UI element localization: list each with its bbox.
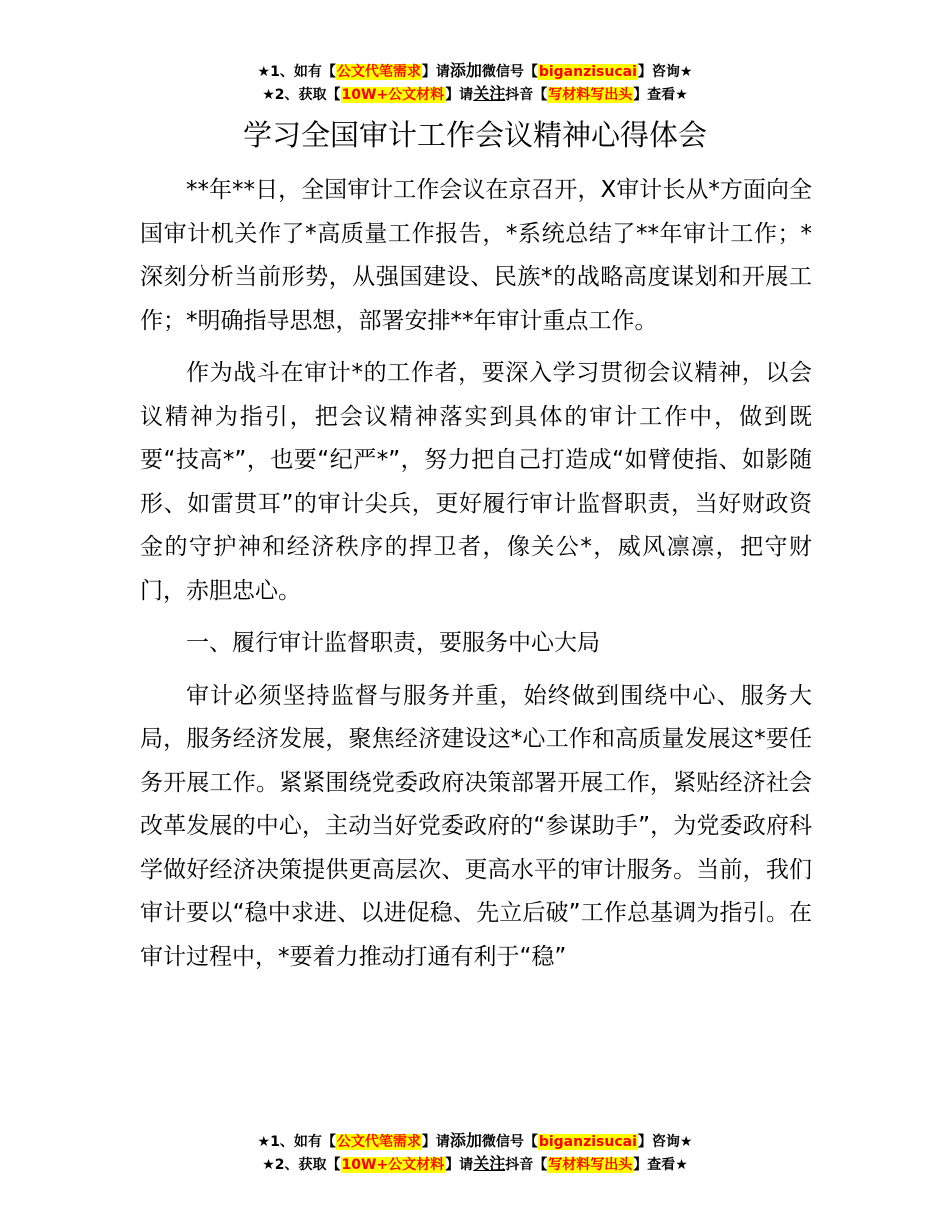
promo-line-2-mid-bottom: 】请 (445, 1157, 474, 1173)
promo-line-1-bottom (0, 1131, 950, 1154)
promo-highlight-wechat-id: biganzisucai (538, 64, 637, 80)
promo-line-1-prefix-bottom: ★1、如有【 (257, 1134, 336, 1150)
paragraph-role: 作为战斗在审计*的工作者，要深入学习贯彻会议精神，以会议精神为指引，把会议精神落实到具体的审计工作中，做到既要“技高*”，也要“纪严*”，努力把自己打造成“如臂使指、如影随形、如雷贯耳”的审计尖兵，更好履行审计监督职责，当好财政资金的守护神和经济秩序的捍卫者，像关公*，威风凛凛，把守财门，赤胆忠心。 (140, 360, 812, 604)
promo-highlight-ghostwriting-bottom: 公文代笔需求 (336, 1134, 421, 1150)
promo-line-2-mid2: 抖音【 (505, 87, 548, 103)
promo-highlight-douyin: 写材料写出头 (548, 87, 633, 103)
promo-line-2-mid2-bottom: 抖音【 (505, 1157, 548, 1173)
promo-line-1-mid2: 微信号【 (481, 64, 538, 80)
promo-highlight-douyin-bottom: 写材料写出头 (548, 1157, 633, 1173)
paragraph-intro: **年**日，全国审计工作会议在京召开，X审计长从*方面向全国审计机关作了*高质量工作报告，*系统总结了**年审计工作；*深刻分析当前形势，从强国建设、民族*的战略高度谋划和开展工作；*明确指导思想，部署安排**年审计重点工作。 (140, 177, 812, 334)
promo-line-1-mid-bottom: 】请 (421, 1134, 450, 1150)
promo-line-2 (0, 84, 950, 107)
promo-line-1-suffix-bottom: 】咨询★ (637, 1134, 693, 1150)
promo-highlight-materials: 10W+公文材料 (341, 87, 445, 103)
promo-highlight-wechat-id-bottom: biganzisucai (538, 1134, 637, 1150)
paragraph-section-1: 审计必须坚持监督与服务并重，始终做到围绕中心、服务大局，服务经济发展，聚焦经济建设这*心工作和高质量发展这*要任务开展工作。紧紧围绕党委政府决策部署开展工作，紧贴经济社会改革发展的中心，主动当好党委政府的“参谋助手”，为党委政府科学做好经济决策提供更高层次、更高水平的审计服务。当前，我们审计要以“稳中求进、以进促稳、先立后破”工作总基调为指引。在审计过程中，*要着力推动打通有利于“稳” (140, 682, 812, 970)
promo-line-2-suffix-bottom: 】查看★ (633, 1157, 688, 1173)
promo-highlight-materials-bottom: 10W+公文材料 (341, 1157, 445, 1173)
promo-banner-top (0, 61, 950, 107)
promo-line-1 (0, 61, 950, 84)
promo-line-1-emphasis: 添加 (449, 61, 482, 80)
promo-highlight-ghostwriting: 公文代笔需求 (336, 64, 421, 80)
document-body (140, 169, 812, 988)
promo-line-2-prefix-bottom: ★2、获取【 (262, 1157, 341, 1173)
promo-line-2-prefix: ★2、获取【 (262, 87, 341, 103)
promo-line-2-emphasis-bottom: 关注 (473, 1154, 506, 1173)
promo-line-1-emphasis-bottom: 添加 (449, 1131, 482, 1150)
document-title: 学习全国审计工作会议精神心得体会 (242, 118, 707, 152)
promo-line-2-mid: 】请 (445, 87, 474, 103)
promo-line-2-bottom (0, 1154, 950, 1177)
promo-line-2-suffix: 】查看★ (633, 87, 688, 103)
promo-line-2-emphasis: 关注 (473, 84, 506, 103)
promo-line-1-prefix: ★1、如有【 (257, 64, 336, 80)
promo-line-1-suffix: 】咨询★ (637, 64, 693, 80)
promo-line-1-mid2-bottom: 微信号【 (481, 1134, 538, 1150)
promo-banner-bottom (0, 1131, 950, 1177)
promo-line-1-mid: 】请 (421, 64, 450, 80)
section-heading-1: 一、履行审计监督职责，要服务中心大局 (186, 630, 600, 656)
